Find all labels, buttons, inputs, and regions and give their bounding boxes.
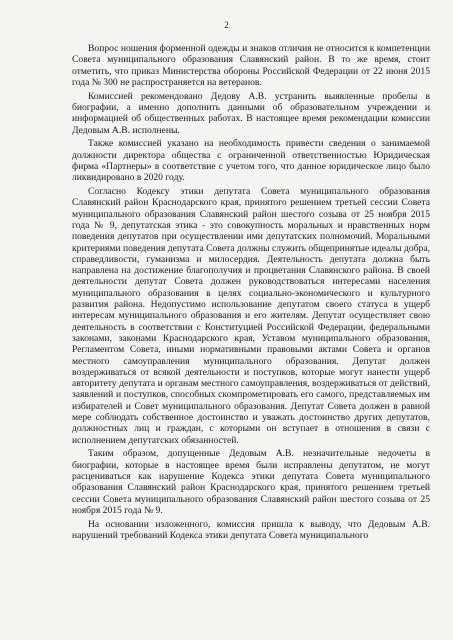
paragraph-uniform: Вопрос ношения форменной одежды и знаков отличия не относится к компетенции Совета муниципального образования Славянский район. В то же время, стоит отметить, что приказ Министерства обороны Российской Федерации от 22 июня 2015 года № 300 не распространяется на ветеранов. bbox=[72, 43, 430, 88]
paragraph-ethics-code: Согласно Кодексу этики депутата Совета муниципального образования Славянский район Краснодарского края, принятого решением третьей сессии Совета муниципального образования Славянский район шестого созыва от 25 ноября 2015 года № 9, депутатская этика - это совокупность моральных и нравственных норм поведения депутатов при осуществлении ими депутатских полномочий. Моральными критериями поведения депутата Совета должны служить общепринятые идеалы добра, справедливости, гуманизма и милосердия. Деятельность депутата должна быть направлена на достижение благополучия и процветания Славянского района. В своей деятельности депутат Совета должен руководствоваться интересами населения муниципального образования в целях социально-экономического и культурного развития района. Недопустимо использование депутатом своего статуса в ущерб интересам муниципального образования и его жителям. Депутат осуществляет свою деятельность в соответствии с Конституцией Российской Федерации, федеральными законами, законами Краснодарского края, Уставом муниципального образования, Регламентом Совета, иными нормативными правовыми актами Совета и органов местного самоуправления муниципального образования. Депутат должен воздерживаться от всякой деятельности и поступков, которые могут нанести ущерб авторитету депутата и органам местного самоуправления, воздерживаться от действий, заявлений и поступков, способных скомпрометировать его самого, представляемых им избирателей и Совет муниципального образования. Депутат Совета должен в равной мере соблюдать собственное достоинство и уважать достоинство других депутатов, должностных лиц и граждан, с которыми он вступает в отношения в связи с исполнением депутатских обязанностей. bbox=[72, 186, 430, 446]
document-body bbox=[72, 43, 430, 541]
paragraph-position: Также комиссией указано на необходимость привести сведения о занимаемой должности директора общества с ограниченной ответственностью Юридическая фирма «Партнеры» в соответствие с учетом того, что данное юридическое лицо было ликвидировано в 2020 году. bbox=[72, 138, 430, 184]
paragraph-conclusion: Таким образом, допущенные Дедовым А.В. незначительные недочеты в биографии, которые в настоящее время были исправлены депутатом, не могут расцениваться как нарушение Кодекса этики депутата Совета муниципального образования Славянский район Краснодарского края, принятого решением третьей сессии Совета муниципального образования Славянский район шестого созыва от 25 ноября 2015 года № 9. bbox=[72, 448, 430, 516]
page-number: 2 bbox=[224, 20, 229, 30]
paragraph-final: На основании изложенного, комиссия пришла к выводу, что Дедовым А.В. нарушений требований Кодекса этики депутата Совета муниципального bbox=[72, 518, 430, 541]
paragraph-recommendation: Комиссией рекомендовано Дедову А.В. устранить выявленные пробелы в биографии, а именно дополнить данными об образовательном учреждении и информацией об общественных работах. В настоящее время рекомендации комиссии Дедовым А.В. исполнены. bbox=[72, 90, 430, 136]
